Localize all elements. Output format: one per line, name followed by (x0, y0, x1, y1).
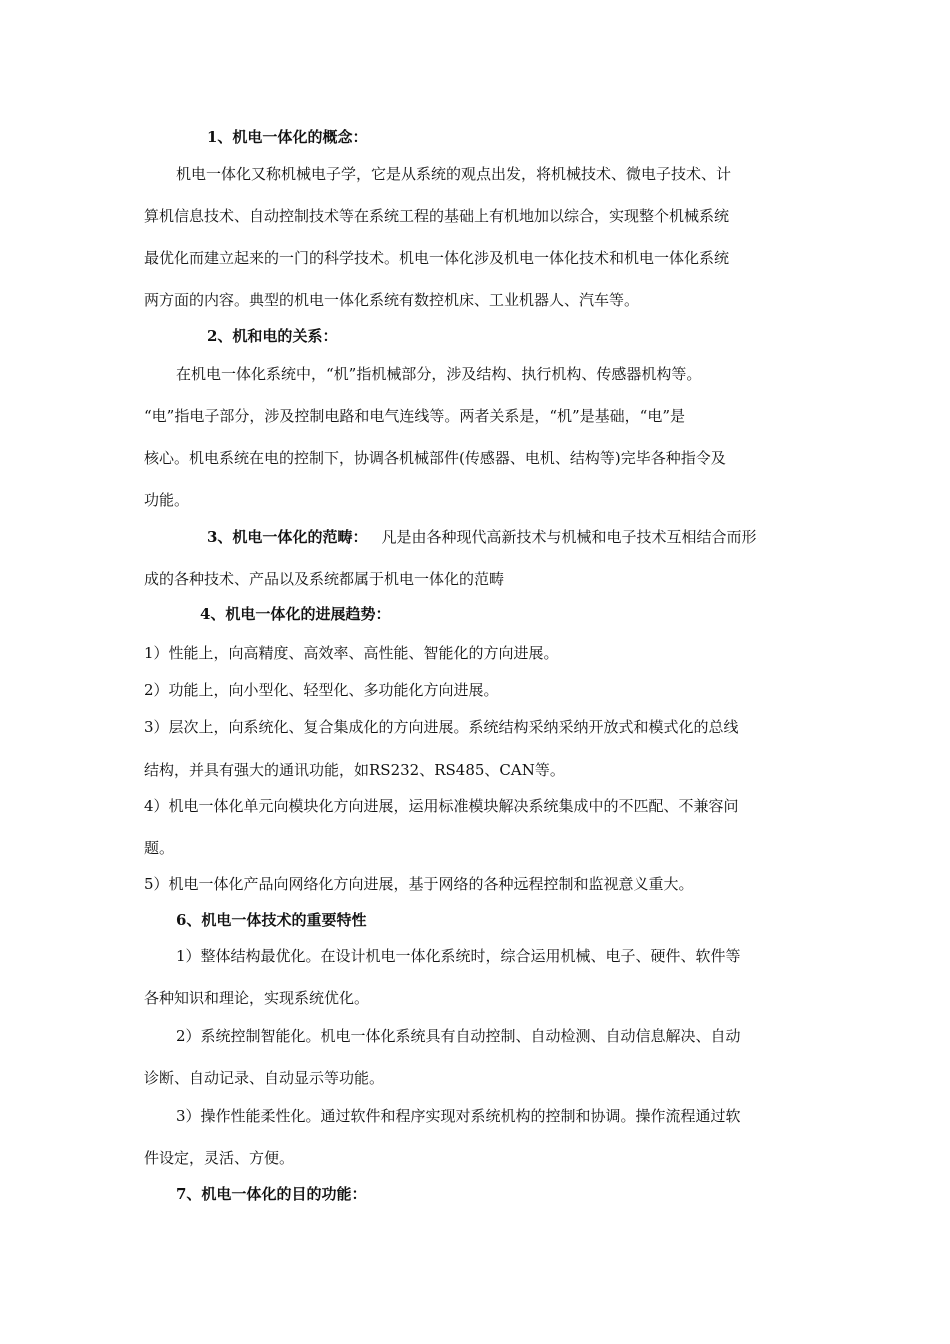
section-1-line-2: 算机信息技术、自动控制技术等在系统工程的基础上有机地加以综合，实现整个机械系统 (144, 207, 730, 225)
section-2-heading: 2、机和电的关系： (207, 327, 338, 345)
section-1-line-3: 最优化而建立起来的一门的科学技术。机电一体化涉及机电一体化技术和机电一体化系统 (144, 249, 730, 267)
section-4-item-2: 2）功能上，向小型化、轻型化、多功能化方向进展。 (144, 681, 499, 699)
section-2-line-2: “电”指电子部分，涉及控制电路和电气连线等。两者关系是，“机”是基础，“电”是 (144, 407, 686, 425)
section-1-line-4: 两方面的内容。典型的机电一体化系统有数控机床、工业机器人、汽车等。 (144, 291, 640, 309)
section-2-line-4: 功能。 (144, 491, 190, 509)
section-2-line-3: 核心。机电系统在电的控制下，协调各机械部件(传感器、电机、结构等)完毕各种指令及 (144, 449, 726, 467)
section-4-item-5: 5）机电一体化产品向网络化方向进展，基于网络的各种远程控制和监视意义重大。 (144, 875, 694, 893)
section-4-item-1: 1）性能上，向高精度、高效率、高性能、智能化的方向进展。 (144, 644, 559, 662)
section-4-heading: 4、机电一体化的进展趋势： (200, 605, 391, 623)
section-3-inline-text: 凡是由各种现代高新技术与机械和电子技术互相结合而形 (381, 528, 757, 546)
section-6-item-2: 2）系统控制智能化。机电一体化系统具有自动控制、自动检测、自动信息解决、自动 (176, 1027, 741, 1045)
section-6-item-2-cont: 诊断、自动记录、自动显示等功能。 (144, 1069, 385, 1087)
section-6-item-3: 3）操作性能柔性化。通过软件和程序实现对系统机构的控制和协调。操作流程通过软 (176, 1107, 741, 1125)
section-1-heading: 1、机电一体化的概念： (207, 128, 368, 146)
section-6-item-3-cont: 件设定，灵活、方便。 (144, 1149, 295, 1167)
section-2-line-1: 在机电一体化系统中，“机”指机械部分，涉及结构、执行机构、传感器机构等。 (176, 365, 702, 383)
section-4-item-4-cont: 题。 (144, 839, 175, 857)
section-3-line-1: 成的各种技术、产品以及系统都属于机电一体化的范畴 (144, 570, 505, 588)
section-6-item-1-cont: 各种知识和理论，实现系统优化。 (144, 989, 370, 1007)
section-4-item-3-cont: 结构，并具有强大的通讯功能，如RS232、RS485、CAN等。 (144, 761, 565, 779)
section-1-line-1: 机电一体化又称机械电子学，它是从系统的观点出发，将机械技术、微电子技术、计 (176, 165, 732, 183)
section-6-heading: 6、机电一体技术的重要特性 (176, 911, 367, 929)
section-4-item-4: 4）机电一体化单元向模块化方向进展，运用标准模块解决系统集成中的不匹配、不兼容问 (144, 797, 739, 815)
section-3-heading: 3、机电一体化的范畴： (207, 528, 368, 546)
section-3-first-line (207, 527, 756, 547)
section-4-item-3: 3）层次上，向系统化、复合集成化的方向进展。系统结构采纳采纳开放式和模式化的总线 (144, 718, 739, 736)
section-6-item-1: 1）整体结构最优化。在设计机电一体化系统时，综合运用机械、电子、硬件、软件等 (176, 947, 741, 965)
section-7-heading: 7、机电一体化的目的功能： (176, 1185, 367, 1203)
